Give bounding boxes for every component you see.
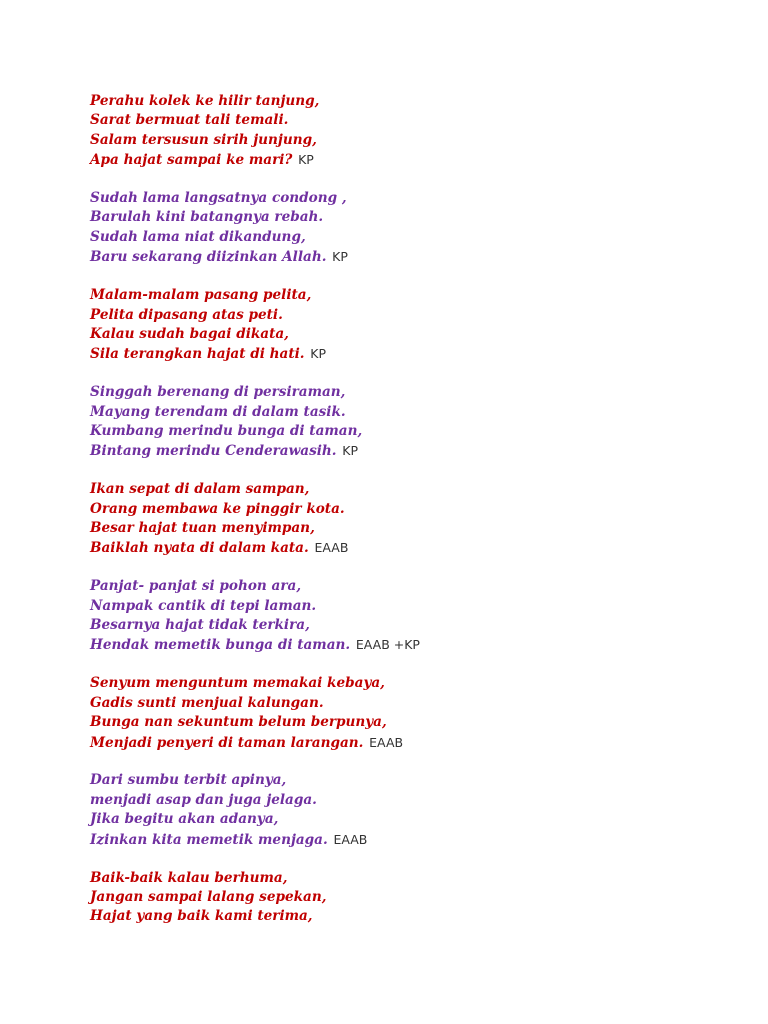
- pantun-line-text: Perahu kolek ke hilir tanjung,: [90, 93, 320, 109]
- pantun-line-text: Bunga nan sekuntum belum berpunya,: [90, 714, 387, 731]
- pantun-line: [90, 403, 730, 422]
- pantun-line-text: Salam tersusun sirih junjung,: [90, 131, 317, 148]
- pantun-line: [90, 189, 730, 208]
- pantun-line-text: Panjat- panjat si pohon ara,: [90, 578, 302, 595]
- pantun-line: [90, 422, 730, 441]
- pantun-stanza: [90, 92, 730, 170]
- pantun-line-text: Baik-baik kalau berhuma,: [90, 869, 288, 886]
- pantun-line-text: menjadi asap dan juga jelaga.: [90, 791, 317, 808]
- pantun-line: [90, 306, 730, 325]
- pantun-line: [90, 228, 730, 247]
- pantun-line-text: Nampak cantik di tepi laman.: [90, 597, 317, 614]
- pantun-line: [90, 325, 730, 344]
- pantun-stanza: [90, 286, 730, 364]
- pantun-line-text: Singgah berenang di persiraman,: [90, 384, 346, 401]
- pantun-line: [90, 830, 730, 849]
- pantun-line-text: Hendak memetik bunga di taman.: [90, 637, 351, 654]
- pantun-line: [90, 616, 730, 635]
- pantun-stanza: [90, 383, 730, 461]
- pantun-stanza: [90, 189, 730, 267]
- pantun-line-text: Malam-malam pasang pelita,: [90, 287, 312, 304]
- pantun-line: [90, 208, 730, 227]
- pantun-line-text: Mayang terendam di dalam tasik.: [90, 403, 346, 420]
- pantun-stanza: [90, 771, 730, 849]
- pantun-line: [90, 480, 730, 499]
- pantun-line-text: Barulah kini batangnya rebah.: [90, 209, 324, 226]
- pantun-line-text: Baru sekarang diizinkan Allah.: [90, 249, 327, 266]
- author-tag: KP: [332, 249, 348, 265]
- author-tag: KP: [298, 152, 314, 168]
- pantun-line: [90, 538, 730, 557]
- pantun-line: [90, 441, 730, 460]
- pantun-line: [90, 577, 730, 596]
- pantun-stanza: [90, 674, 730, 752]
- pantun-line-text: Apa hajat sampai ke mari?: [90, 152, 293, 169]
- pantun-line: [90, 344, 730, 363]
- author-tag: EAAB: [369, 734, 404, 750]
- pantun-line-text: Sila terangkan hajat di hati.: [90, 346, 305, 363]
- pantun-line-text: Kumbang merindu bunga di taman,: [90, 422, 363, 439]
- pantun-line: [90, 92, 730, 111]
- pantun-line-text: Besarnya hajat tidak terkira,: [90, 617, 310, 634]
- pantun-line-text: Hajat yang baik kami terima,: [90, 908, 313, 925]
- pantun-line: [90, 519, 730, 538]
- pantun-line-text: Ikan sepat di dalam sampan,: [90, 481, 310, 498]
- pantun-line-text: Pelita dipasang atas peti.: [90, 306, 283, 323]
- pantun-line-text: Senyum menguntum memakai kebaya,: [90, 675, 385, 692]
- pantun-line-text: Gadis sunti menjual kalungan.: [90, 694, 324, 711]
- pantun-line: [90, 674, 730, 693]
- pantun-line: [90, 694, 730, 713]
- pantun-line: [90, 733, 730, 752]
- pantun-line: [90, 286, 730, 305]
- pantun-line: [90, 383, 730, 402]
- pantun-line-text: Jika begitu akan adanya,: [90, 811, 279, 828]
- pantun-line: [90, 131, 730, 150]
- pantun-line: [90, 597, 730, 616]
- author-tag: EAAB +KP: [355, 637, 420, 653]
- author-tag: KP: [310, 346, 326, 362]
- pantun-line: [90, 888, 730, 907]
- pantun-line: [90, 771, 730, 790]
- pantun-line-text: Dari sumbu terbit apinya,: [90, 772, 287, 789]
- pantun-line-text: Izinkan kita memetik menjaga.: [90, 831, 328, 848]
- pantun-line-text: Bintang merindu Cenderawasih.: [90, 443, 337, 460]
- document-page: [90, 92, 730, 946]
- pantun-line: [90, 869, 730, 888]
- pantun-stanza: [90, 869, 730, 927]
- pantun-stanza: [90, 480, 730, 558]
- pantun-line-text: Besar hajat tuan menyimpan,: [90, 520, 315, 537]
- pantun-line: [90, 791, 730, 810]
- author-tag: KP: [342, 443, 359, 459]
- pantun-line-text: Sudah lama langsatnya condong ,: [90, 190, 347, 207]
- pantun-line: [90, 111, 730, 130]
- pantun-line: [90, 150, 730, 169]
- pantun-line-text: Baiklah nyata di dalam kata.: [90, 540, 309, 557]
- pantun-line-text: Orang membawa ke pinggir kota.: [90, 500, 345, 517]
- pantun-line: [90, 713, 730, 732]
- pantun-line: [90, 810, 730, 829]
- pantun-line-text: Kalau sudah bagai dikata,: [90, 325, 289, 342]
- pantun-line: [90, 247, 730, 266]
- pantun-line-text: Sudah lama niat dikandung,: [90, 228, 306, 245]
- pantun-stanza: [90, 577, 730, 655]
- pantun-line: [90, 907, 730, 926]
- pantun-line: [90, 500, 730, 519]
- pantun-line-text: Menjadi penyeri di taman larangan.: [90, 734, 364, 751]
- author-tag: EAAB: [333, 831, 368, 847]
- author-tag: EAAB: [314, 540, 349, 556]
- pantun-line: [90, 635, 730, 654]
- pantun-line-text: Jangan sampai lalang sepekan,: [90, 888, 327, 905]
- pantun-line-text: Sarat bermuat tali temali.: [90, 112, 289, 129]
